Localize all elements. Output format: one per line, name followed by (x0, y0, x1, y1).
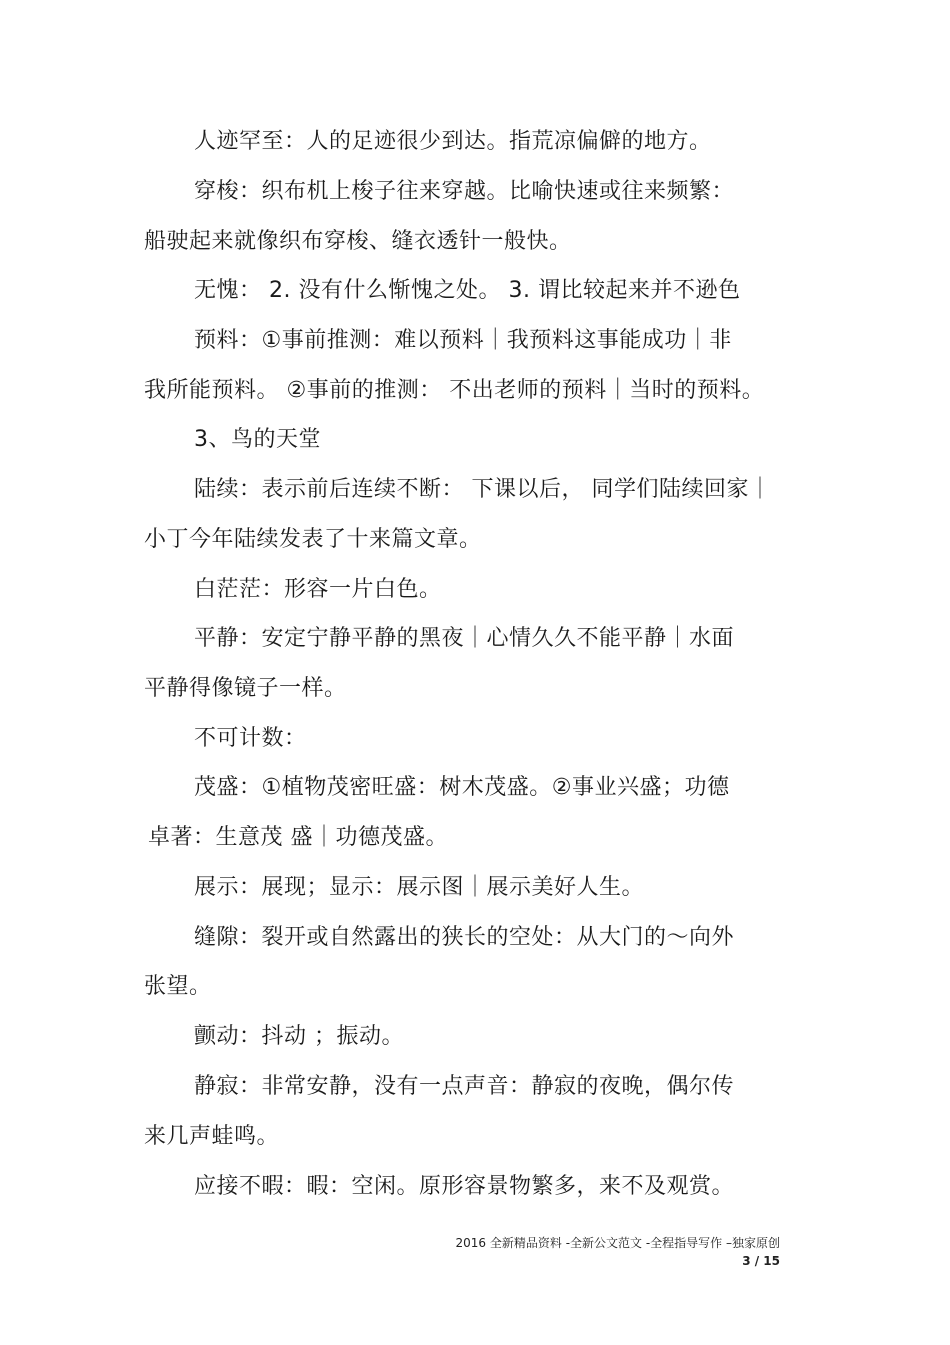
entry-zhanshi: 展示：展现；显示：展示图｜展示美好人生。 (194, 875, 645, 900)
entry-jingji: 静寂：非常安静，没有一点声音：静寂的夜晚，偶尔传 (194, 1074, 735, 1099)
entry-luxu-continued: 小丁今年陆续发表了十来篇文章。 (144, 527, 482, 552)
entry-chuansuo-continued: 船驶起来就像织布穿梭、缝衣透针一般快。 (144, 229, 572, 254)
section-heading: 3、鸟的天堂 (194, 427, 321, 452)
entry-luxu: 陆续：表示前后连续不断： 下课以后， 同学们陆续回家｜ (194, 477, 772, 502)
entry-pingjing: 平静：安定宁静平静的黑夜｜心情久久不能平静｜水面 (194, 626, 735, 651)
entry-renjihanzhi: 人迹罕至：人的足迹很少到达。指荒凉偏僻的地方。 (194, 129, 712, 154)
entry-wukui: 无愧： 2. 没有什么惭愧之处。 3. 谓比较起来并不逊色 (194, 278, 741, 303)
entry-chandong: 颤动：抖动 ；振动。 (194, 1024, 404, 1049)
entry-maosheng-continued: 卓著：生意茂 盛｜功德茂盛。 (148, 825, 448, 850)
page-number: 3 / 15 (742, 1254, 780, 1268)
entry-bukejishu: 不可计数： (194, 726, 307, 751)
entry-maosheng: 茂盛：①植物茂密旺盛：树木茂盛。②事业兴盛；功德 (194, 775, 730, 800)
entry-jingji-continued: 来几声蛙鸣。 (144, 1124, 280, 1149)
entry-fengxi-continued: 张望。 (144, 974, 212, 999)
footer-text: 2016 全新精品资料 -全新公文范文 -全程指导写作 –独家原创 (455, 1236, 780, 1250)
entry-yuliao: 预料：①事前推测：难以预料｜我预料这事能成功｜非 (194, 328, 732, 353)
entry-fengxi: 缝隙：裂开或自然露出的狭长的空处：从大门的～向外 (194, 925, 735, 950)
entry-chuansuo: 穿梭：织布机上梭子往来穿越。比喻快速或往来频繁： (194, 179, 735, 204)
entry-pingjing-continued: 平静得像镜子一样。 (144, 676, 347, 701)
entry-baimangmang: 白茫茫：形容一片白色。 (194, 577, 442, 602)
entry-yuliao-continued: 我所能预料。 ②事前的推测： 不出老师的预料｜当时的预料。 (144, 378, 765, 403)
entry-yingjiebuxia: 应接不暇：暇：空闲。原形容景物繁多，来不及观赏。 (194, 1174, 735, 1199)
